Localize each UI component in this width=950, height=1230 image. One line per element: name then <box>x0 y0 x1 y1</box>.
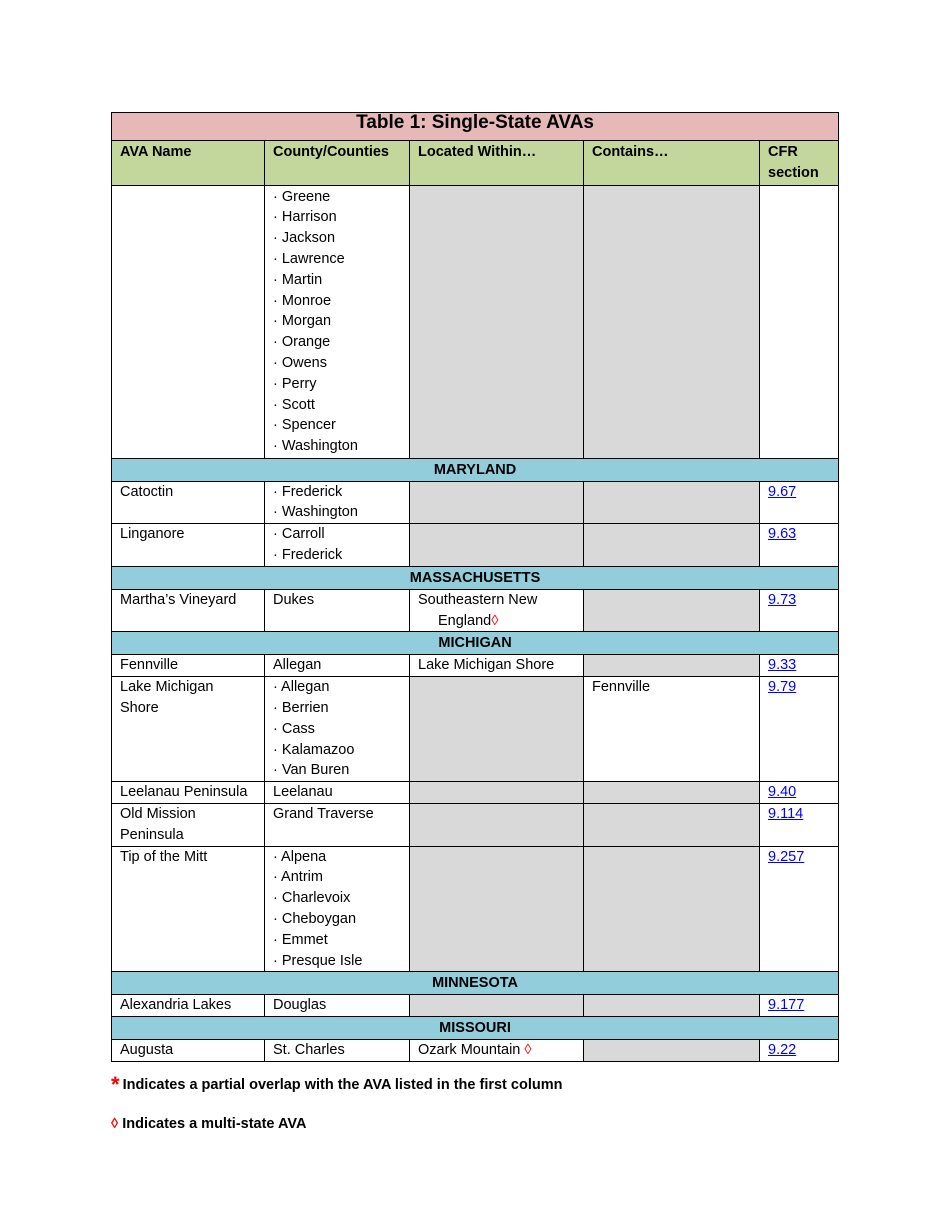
table-row <box>112 803 839 846</box>
cfr-link[interactable]: 9.257 <box>768 848 805 865</box>
county-list <box>265 524 410 567</box>
county-item: · Carroll <box>273 526 325 543</box>
cfr-link[interactable]: 9.63 <box>768 526 797 543</box>
contains-cell <box>584 1040 760 1062</box>
state-header-michigan: MICHIGAN <box>112 632 839 655</box>
county-item: · Harrison <box>273 209 337 226</box>
state-header-minnesota: MINNESOTA <box>112 972 839 995</box>
contains-cell <box>584 655 760 677</box>
located-within-cell <box>410 1040 584 1062</box>
cfr-cell <box>760 589 839 632</box>
ava-name: Catoctin <box>112 481 265 524</box>
located-within-line: England <box>438 612 492 629</box>
header-counties: County/Counties <box>265 141 410 186</box>
county: Allegan <box>265 655 410 677</box>
state-header-maryland: MARYLAND <box>112 458 839 481</box>
table-title: Table 1: Single-State AVAs <box>112 113 839 141</box>
multi-state-diamond-icon: ◊ <box>524 1042 532 1059</box>
table-row <box>112 1040 839 1062</box>
cfr-cell <box>760 481 839 524</box>
county: Grand Traverse <box>265 803 410 846</box>
county-item: · Frederick <box>273 483 343 500</box>
table-row <box>112 655 839 677</box>
contains-cell <box>584 524 760 567</box>
county-item: · Morgan <box>273 313 332 330</box>
ava-name: Leelanau Peninsula <box>112 782 265 804</box>
ava-name: Lake Michigan Shore <box>112 677 265 782</box>
ava-name-cell <box>112 185 265 458</box>
note-multistate-text: Indicates a multi-state AVA <box>122 1116 307 1132</box>
ava-name: Old Mission Peninsula <box>112 803 265 846</box>
county-item: · Greene <box>273 188 331 205</box>
table-row <box>112 677 839 782</box>
county-item: · Alpena <box>273 848 327 865</box>
contains-cell <box>584 803 760 846</box>
ava-name: Linganore <box>112 524 265 567</box>
county-item: · Presque Isle <box>273 952 363 969</box>
cfr-cell <box>760 782 839 804</box>
contains: Fennville <box>584 677 760 782</box>
county: Dukes <box>265 589 410 632</box>
contains-cell <box>584 782 760 804</box>
county-item: · Martin <box>273 271 323 288</box>
located-within: Ozark Mountain <box>418 1042 521 1059</box>
header-ava-name: AVA Name <box>112 141 265 186</box>
contains-cell <box>584 481 760 524</box>
located-within-cell <box>410 524 584 567</box>
ava-name: Fennville <box>112 655 265 677</box>
cfr-cell <box>760 655 839 677</box>
table-row <box>112 846 839 972</box>
note-partial-text: Indicates a partial overlap with the AVA listed in the first column <box>122 1077 563 1093</box>
located-within-cell <box>410 782 584 804</box>
county-item: · Antrim <box>273 869 323 886</box>
county-item: · Kalamazoo <box>273 741 355 758</box>
cfr-link[interactable]: 9.40 <box>768 784 797 801</box>
cfr-link[interactable]: 9.79 <box>768 679 797 696</box>
located-within-cell <box>410 185 584 458</box>
note-multi-state <box>111 1116 306 1132</box>
table-row <box>112 995 839 1017</box>
located-within-cell <box>410 803 584 846</box>
located-within-cell <box>410 481 584 524</box>
county-item: · Cheboygan <box>273 910 357 927</box>
located-within-line: Southeastern New <box>418 591 538 608</box>
cfr-cell <box>760 803 839 846</box>
table-row <box>112 481 839 524</box>
table-row <box>112 589 839 632</box>
county-list <box>265 846 410 972</box>
ava-name: Augusta <box>112 1040 265 1062</box>
cfr-cell <box>760 995 839 1017</box>
note-partial-overlap <box>111 1072 562 1098</box>
multi-state-diamond-icon: ◊ <box>111 1116 119 1132</box>
county: St. Charles <box>265 1040 410 1062</box>
header-cfr-section: CFR section <box>760 141 839 186</box>
county-item: · Lawrence <box>273 250 345 267</box>
county-item: · Owens <box>273 354 327 371</box>
cfr-cell <box>760 1040 839 1062</box>
located-within: Lake Michigan Shore <box>410 655 584 677</box>
table-row <box>112 524 839 567</box>
county-list <box>265 185 410 458</box>
cfr-link[interactable]: 9.177 <box>768 997 805 1014</box>
county-item: · Frederick <box>273 546 343 563</box>
state-header-massachusetts: MASSACHUSETTS <box>112 566 839 589</box>
county-item: · Washington <box>273 438 358 455</box>
cfr-link[interactable]: 9.67 <box>768 483 797 500</box>
county-item: · Scott <box>273 396 315 413</box>
contains-cell <box>584 846 760 972</box>
state-header-missouri: MISSOURI <box>112 1017 839 1040</box>
partial-overlap-star-icon: * <box>111 1072 120 1097</box>
table-row <box>112 185 839 458</box>
cfr-link[interactable]: 9.73 <box>768 591 797 608</box>
ava-name: Tip of the Mitt <box>112 846 265 972</box>
contains-cell <box>584 589 760 632</box>
cfr-link[interactable]: 9.33 <box>768 657 797 674</box>
table-row <box>112 782 839 804</box>
located-within-cell <box>410 677 584 782</box>
county-item: · Charlevoix <box>273 890 351 907</box>
county-item: · Emmet <box>273 931 328 948</box>
county-item: · Berrien <box>273 699 329 716</box>
located-within-cell <box>410 995 584 1017</box>
ava-name: Martha’s Vineyard <box>112 589 265 632</box>
cfr-cell <box>760 846 839 972</box>
county-item: · Allegan <box>273 679 330 696</box>
header-contains: Contains… <box>584 141 760 186</box>
county-item: · Van Buren <box>273 762 350 779</box>
county-list <box>265 677 410 782</box>
header-row <box>112 141 839 186</box>
county-list <box>265 481 410 524</box>
county: Leelanau <box>265 782 410 804</box>
ava-name: Alexandria Lakes <box>112 995 265 1017</box>
cfr-cell <box>760 185 839 458</box>
county-item: · Cass <box>273 720 315 737</box>
multi-state-diamond-icon: ◊ <box>491 612 499 629</box>
county-item: · Washington <box>273 504 358 521</box>
contains-cell <box>584 185 760 458</box>
cfr-link[interactable]: 9.114 <box>768 805 804 822</box>
single-state-ava-table <box>111 112 839 1062</box>
cfr-cell <box>760 677 839 782</box>
county-item: · Monroe <box>273 292 332 309</box>
cfr-cell <box>760 524 839 567</box>
county-item: · Perry <box>273 375 317 392</box>
county-item: · Orange <box>273 334 331 351</box>
cfr-link[interactable]: 9.22 <box>768 1042 797 1059</box>
county-item: · Jackson <box>273 230 336 247</box>
contains-cell <box>584 995 760 1017</box>
county: Douglas <box>265 995 410 1017</box>
located-within-cell <box>410 846 584 972</box>
located-within-cell <box>410 589 584 632</box>
header-located-within: Located Within… <box>410 141 584 186</box>
county-item: · Spencer <box>273 417 336 434</box>
